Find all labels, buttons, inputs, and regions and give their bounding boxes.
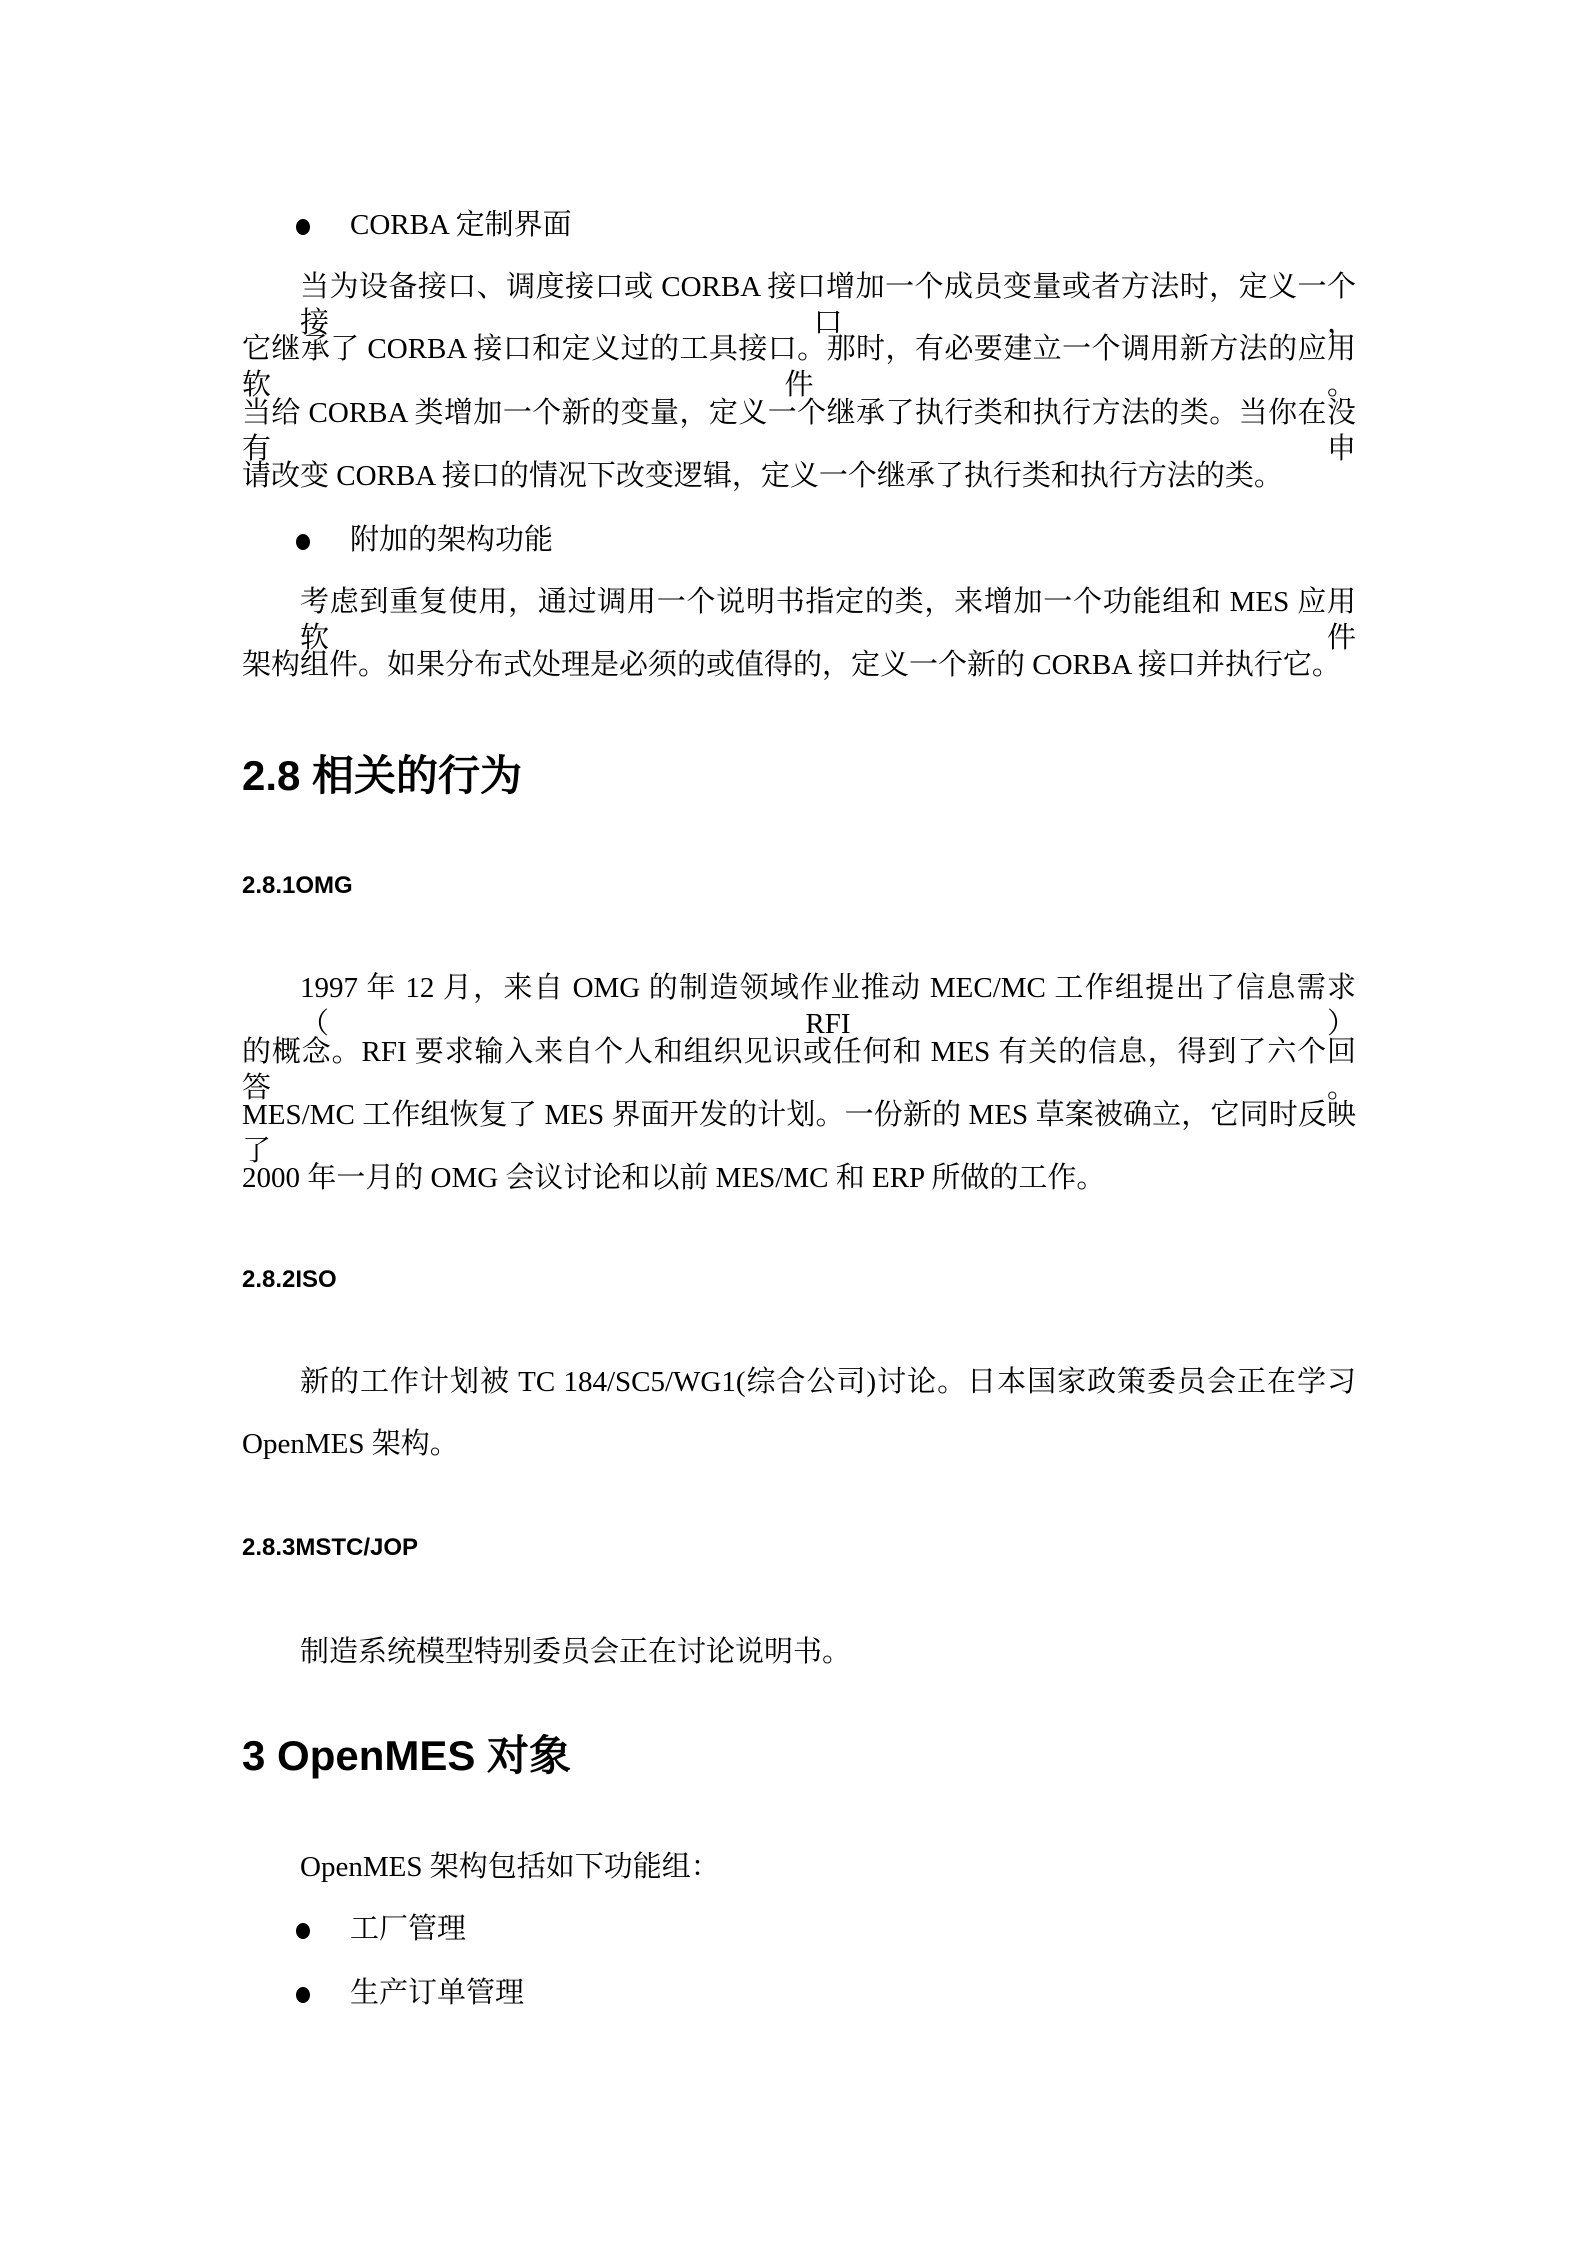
paragraph-line: 当给 CORBA 类增加一个新的变量，定义一个继承了执行类和执行方法的类。当你在没有申 — [242, 397, 1356, 465]
paragraph-line: 的概念。RFI 要求输入来自个人和组织见识或任何和 MES 有关的信息，得到了六个回答。 — [242, 1036, 1356, 1104]
paragraph-line: OpenMES 架构。 — [242, 1428, 459, 1460]
paragraph-line: MES/MC 工作组恢复了 MES 界面开发的计划。一份新的 MES 草案被确立，它同时反映了 — [242, 1099, 1356, 1167]
subsection-heading: 2.8.2ISO — [242, 1266, 337, 1293]
paragraph-line: OpenMES 架构包括如下功能组： — [300, 1851, 720, 1883]
bullet-icon — [296, 219, 310, 235]
bullet-icon — [296, 1923, 310, 1939]
bullet-text: CORBA 定制界面 — [350, 209, 572, 241]
paragraph-line: 架构组件。如果分布式处理是必须的或值得的，定义一个新的 CORBA 接口并执行它。 — [242, 649, 1341, 681]
paragraph-line: 当为设备接口、调度接口或 CORBA 接口增加一个成员变量或者方法时，定义一个接口， — [300, 271, 1356, 339]
bullet-item — [296, 1911, 466, 1947]
paragraph-line: 考虑到重复使用，通过调用一个说明书指定的类，来增加一个功能组和 MES 应用软件 — [300, 586, 1356, 654]
bullet-icon — [296, 534, 310, 550]
paragraph-line: 制造系统模型特别委员会正在讨论说明书。 — [300, 1636, 852, 1668]
bullet-item — [296, 1975, 524, 2011]
bullet-item — [296, 522, 553, 558]
bullet-text: 附加的架构功能 — [350, 524, 554, 556]
paragraph-line: 新的工作计划被 TC 184/SC5/WG1(综合公司)讨论。日本国家政策委员会正在学习 — [300, 1366, 1356, 1398]
subsection-heading: 2.8.3MSTC/JOP — [242, 1534, 419, 1561]
paragraph-line: 它继承了 CORBA 接口和定义过的工具接口。那时，有必要建立一个调用新方法的应用软件。 — [242, 333, 1356, 401]
section-heading: 2.8 相关的行为 — [242, 752, 523, 799]
paragraph-line: 1997 年 12 月，来自 OMG 的制造领域作业推动 MEC/MC 工作组提出了信息需求（RFI） — [300, 972, 1356, 1040]
bullet-text: 生产订单管理 — [350, 1977, 525, 2009]
section-heading: 3 OpenMES 对象 — [242, 1732, 572, 1779]
bullet-text: 工厂管理 — [350, 1913, 467, 1945]
paragraph-line: 2000 年一月的 OMG 会议讨论和以前 MES/MC 和 ERP 所做的工作。 — [242, 1162, 1106, 1194]
bullet-icon — [296, 1987, 310, 2003]
paragraph-line: 请改变 CORBA 接口的情况下改变逻辑，定义一个继承了执行类和执行方法的类。 — [242, 460, 1283, 492]
subsection-heading: 2.8.1OMG — [242, 872, 353, 899]
bullet-item — [296, 207, 572, 243]
